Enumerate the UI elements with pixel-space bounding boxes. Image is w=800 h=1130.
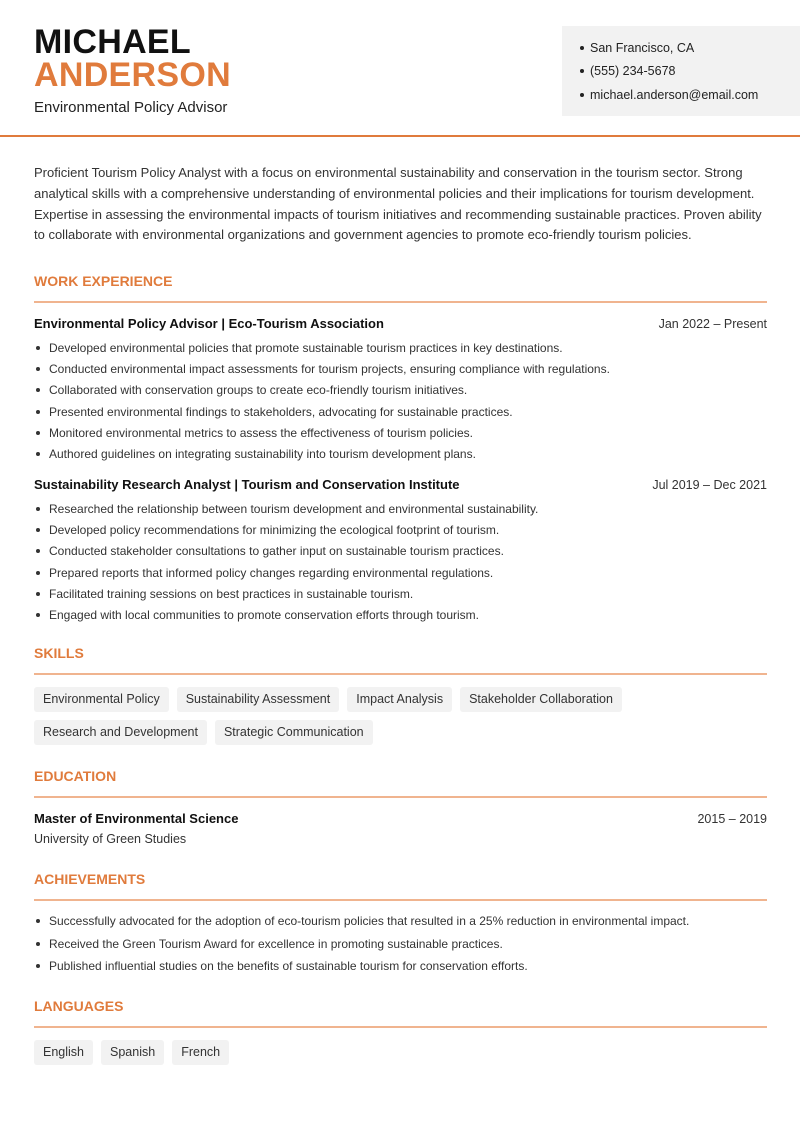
bullet-icon xyxy=(580,69,584,73)
list-item xyxy=(34,498,767,519)
school: University of Green Studies xyxy=(34,831,187,846)
job-role: Environmental Policy Advisor | Eco-Tourism Association xyxy=(34,316,384,332)
skills-tags xyxy=(34,687,634,745)
bullet-text: Facilitated training sessions on best practices in sustainable tourism. xyxy=(49,586,414,601)
language-tag: English xyxy=(34,1040,93,1065)
bullet-text: Prepared reports that informed policy changes regarding environmental regulations. xyxy=(49,565,494,580)
bullet-icon xyxy=(36,528,40,532)
section-title-skills: SKILLS xyxy=(34,644,84,661)
list-item xyxy=(34,910,767,933)
section-divider xyxy=(34,673,767,675)
bullet-icon xyxy=(36,452,40,456)
language-tags xyxy=(34,1040,767,1065)
location-text: San Francisco, CA xyxy=(590,40,695,55)
section-title-achievements: ACHIEVEMENTS xyxy=(34,870,146,887)
list-item xyxy=(34,444,767,465)
list-item xyxy=(34,337,767,358)
phone-text: (555) 234-5678 xyxy=(590,64,676,79)
bullet-icon xyxy=(36,431,40,435)
bullet-icon xyxy=(36,507,40,511)
job-header xyxy=(34,316,767,331)
job-title: Environmental Policy Advisor xyxy=(34,99,228,116)
section-title-education: EDUCATION xyxy=(34,767,117,784)
resume-content xyxy=(34,163,767,1065)
bullet-text: Conducted environmental impact assessments for tourism projects, ensuring compliance with regulations. xyxy=(49,362,610,377)
bullet-icon xyxy=(36,592,40,596)
list-item xyxy=(34,422,767,443)
achievements-section xyxy=(34,870,767,978)
bullet-text: Developed policy recommendations for minimizing the ecological footprint of tourism. xyxy=(49,522,500,537)
job-bullets xyxy=(34,498,767,626)
job-entry xyxy=(34,477,767,626)
achievement-text: Received the Green Tourism Award for excellence in promoting sustainable practices. xyxy=(49,936,503,951)
bullet-icon xyxy=(36,410,40,414)
bullet-icon xyxy=(36,613,40,617)
list-item xyxy=(34,583,767,604)
list-item xyxy=(34,541,767,562)
achievements-list xyxy=(34,910,767,978)
contact-box xyxy=(562,26,800,116)
bullet-icon xyxy=(36,942,40,946)
skill-tag: Research and Development xyxy=(34,720,207,745)
education-entry xyxy=(34,811,767,846)
bullet-text: Monitored environmental metrics to assess the effectiveness of tourism policies. xyxy=(49,426,473,441)
education-header xyxy=(34,811,767,826)
degree: Master of Environmental Science xyxy=(34,810,239,826)
skill-tag: Stakeholder Collaboration xyxy=(460,687,622,712)
achievement-text: Published influential studies on the benefits of sustainable tourism for conservation efforts. xyxy=(49,959,528,973)
list-item xyxy=(34,932,767,955)
education-section xyxy=(34,767,767,846)
first-name: MICHAEL xyxy=(34,23,191,61)
skills-section xyxy=(34,644,767,745)
bullet-text: Authored guidelines on integrating sustainability into tourism development plans. xyxy=(49,447,476,462)
bullet-text: Developed environmental policies that promote sustainable tourism practices in key destinations. xyxy=(49,340,563,355)
languages-section xyxy=(34,997,767,1065)
contact-email xyxy=(580,83,800,107)
job-dates: Jul 2019 – Dec 2021 xyxy=(652,477,767,492)
contact-phone xyxy=(580,60,800,84)
list-item xyxy=(34,519,767,540)
list-item xyxy=(34,401,767,422)
job-dates: Jan 2022 – Present xyxy=(658,317,767,332)
skill-tag: Strategic Communication xyxy=(215,720,373,745)
bullet-icon xyxy=(36,388,40,392)
job-role: Sustainability Research Analyst | Tourism and Conservation Institute xyxy=(34,476,460,492)
bullet-icon xyxy=(36,367,40,371)
bullet-icon xyxy=(580,93,584,97)
section-divider xyxy=(34,796,767,798)
bullet-icon xyxy=(580,46,584,50)
job-bullets xyxy=(34,337,767,465)
bullet-icon xyxy=(36,549,40,553)
bullet-text: Collaborated with conservation groups to create eco-friendly tourism initiatives. xyxy=(49,383,468,398)
skill-tag: Environmental Policy xyxy=(34,687,169,712)
list-item xyxy=(34,380,767,401)
section-divider xyxy=(34,899,767,901)
bullet-icon xyxy=(36,919,40,923)
skill-tag: Sustainability Assessment xyxy=(177,687,340,712)
bullet-text: Presented environmental findings to stakeholders, advocating for sustainable practices. xyxy=(49,404,513,419)
achievement-text: Successfully advocated for the adoption of eco-tourism policies that resulted in a 25% reduction in environmental impact. xyxy=(49,914,690,928)
list-item xyxy=(34,562,767,583)
list-item xyxy=(34,955,767,978)
education-dates: 2015 – 2019 xyxy=(697,811,767,826)
language-tag: French xyxy=(172,1040,229,1065)
skill-tag: Impact Analysis xyxy=(347,687,452,712)
list-item xyxy=(34,358,767,379)
summary: Proficient Tourism Policy Analyst with a focus on environmental sustainability and conservation in the tourism sector. Strong analytical skills with a comprehensive understanding of environmental policies and their implications for tourism development. Expertise in assessing the environmental impacts of tourism initiatives and recommending sustainable practices. Proven ability to collaborate with environmental organizations and government agencies to promote eco-friendly tourism policies. xyxy=(34,165,762,243)
job-entry xyxy=(34,316,767,465)
section-divider xyxy=(34,301,767,303)
section-title-work: WORK EXPERIENCE xyxy=(34,273,173,290)
resume-header xyxy=(0,0,800,137)
bullet-text: Engaged with local communities to promote conservation efforts through tourism. xyxy=(49,608,479,623)
bullet-icon xyxy=(36,346,40,350)
last-name: ANDERSON xyxy=(34,56,231,94)
bullet-text: Conducted stakeholder consultations to gather input on sustainable tourism practices. xyxy=(49,544,504,559)
email-link[interactable]: michael.anderson@email.com xyxy=(590,87,759,102)
section-title-languages: LANGUAGES xyxy=(34,998,124,1015)
list-item xyxy=(34,604,767,625)
bullet-icon xyxy=(36,571,40,575)
language-tag: Spanish xyxy=(101,1040,164,1065)
bullet-icon xyxy=(36,964,40,968)
work-section xyxy=(34,272,767,626)
job-header xyxy=(34,477,767,492)
section-divider xyxy=(34,1026,767,1028)
contact-location xyxy=(580,36,800,60)
bullet-text: Researched the relationship between tourism development and environmental sustainability. xyxy=(49,501,539,516)
